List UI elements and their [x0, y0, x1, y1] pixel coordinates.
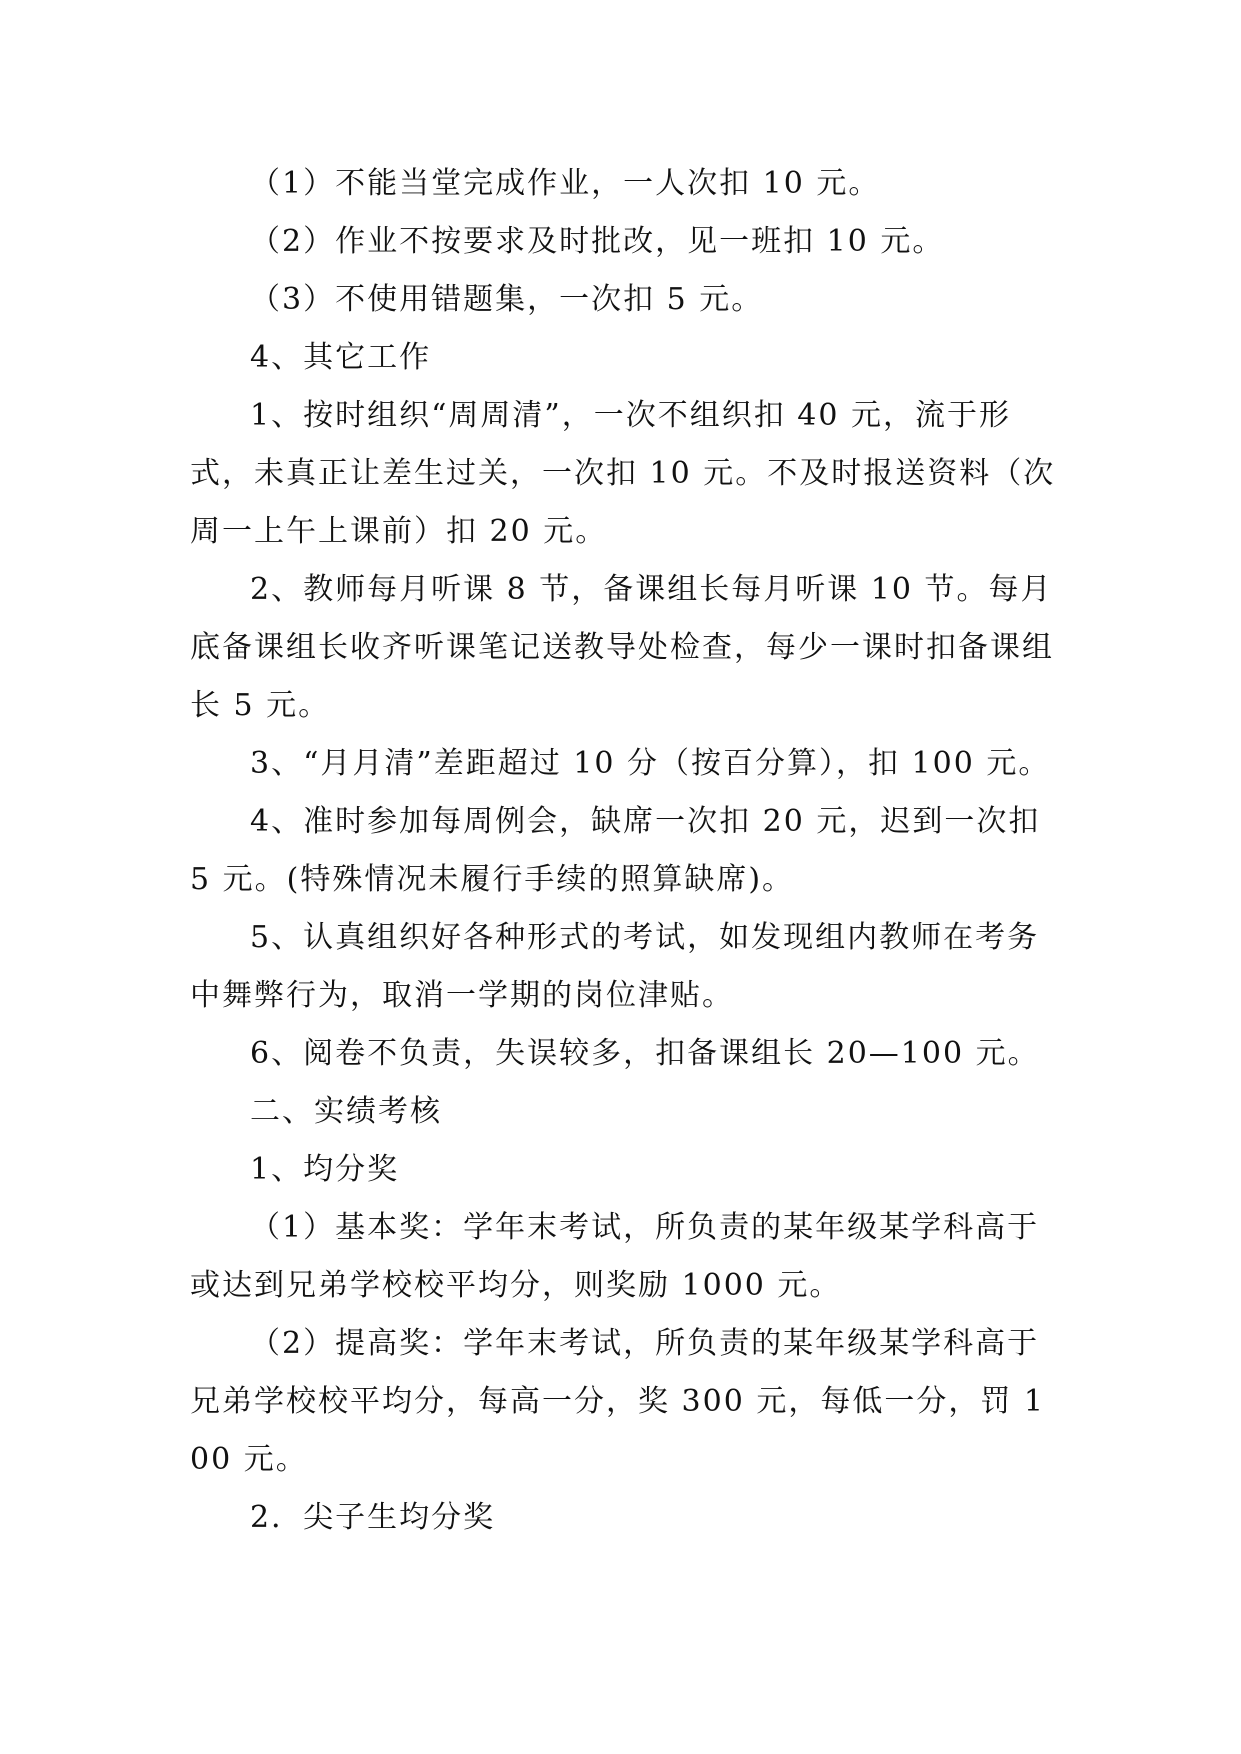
paragraph-class-observation: 2、教师每月听课 8 节，备课组长每月听课 10 节。每月底备课组长收齐听课笔记送教导处检查，每少一课时扣备课组长 5 元。 — [190, 572, 1054, 723]
section-heading-other-work: 4、其它工作 — [250, 340, 432, 375]
paragraph-improvement-award: （2）提高奖：学年末考试，所负责的某年级某学科高于兄弟学校校平均分，每高一分，奖 300 元，每低一分，罚 100 元。 — [190, 1326, 1045, 1477]
paragraph-exam-organization: 5、认真组织好各种形式的考试，如发现组内教师在考务中舞弊行为，取消一学期的岗位津贴。 — [190, 920, 1040, 1013]
paragraph-weekly-meeting: 4、准时参加每周例会，缺席一次扣 20 元，迟到一次扣 5 元。(特殊情况未履行手续的照算缺席)。 — [190, 804, 1041, 897]
paragraph-basic-award: （1）基本奖：学年末考试，所负责的某年级某学科高于或达到兄弟学校校平均分，则奖励 1000 元。 — [190, 1210, 1040, 1303]
paragraph-item-1: （1）不能当堂完成作业，一人次扣 10 元。 — [250, 166, 881, 201]
paragraph-weekly-clear: 1、按时组织“周周清”，一次不组织扣 40 元，流于形式，未真正让差生过关，一次扣 10 元。不及时报送资料（次周一上午上课前）扣 20 元。 — [190, 398, 1056, 549]
paragraph-grading-responsibility: 6、阅卷不负责，失误较多，扣备课组长 20—100 元。 — [250, 1036, 1040, 1071]
section-heading-performance-assessment: 二、实绩考核 — [250, 1094, 442, 1129]
subheading-top-student-award: 2．尖子生均分奖 — [250, 1500, 496, 1535]
paragraph-item-3: （3）不使用错题集，一次扣 5 元。 — [250, 282, 764, 317]
document-body — [190, 155, 1060, 1547]
paragraph-item-2: （2）作业不按要求及时批改，见一班扣 10 元。 — [250, 224, 945, 259]
subheading-average-score-award: 1、均分奖 — [250, 1152, 400, 1187]
paragraph-monthly-clear: 3、“月月清”差距超过 10 分（按百分算），扣 100 元。 — [250, 746, 1051, 781]
